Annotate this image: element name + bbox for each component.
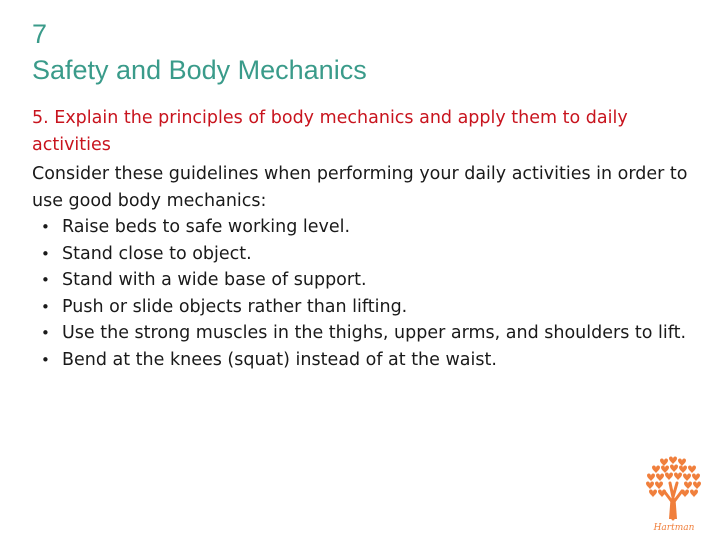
list-item (41, 241, 702, 268)
list-item-text: Push or slide objects rather than lifting. (62, 296, 408, 317)
learning-objective: 5. Explain the principles of body mechanics and apply them to daily activities (32, 108, 628, 155)
bullet-icon: • (41, 244, 50, 263)
bullet-icon: • (41, 297, 50, 316)
list-item-text: Stand close to object. (62, 243, 252, 264)
bullet-icon: • (41, 350, 50, 369)
bullet-icon: • (41, 324, 50, 342)
bullet-icon: • (41, 271, 50, 289)
list-item (41, 267, 702, 294)
hartman-logo (640, 455, 708, 533)
bullet-icon: • (41, 218, 50, 236)
list-item-text: Stand with a wide base of support. (62, 270, 367, 290)
chapter-number: 7 (32, 19, 48, 49)
list-item-text: Raise beds to safe working level. (62, 217, 351, 237)
list-item (41, 214, 702, 241)
intro-text: Consider these guidelines when performing your daily activities in order to use good body mechanics: (32, 164, 688, 211)
slide-body (32, 105, 702, 373)
list-item (41, 320, 702, 347)
logo-text: Hartman (653, 523, 695, 533)
guidelines-list (32, 214, 702, 373)
heart-tree-icon (640, 455, 708, 533)
chapter-title: Safety and Body Mechanics (32, 55, 367, 85)
list-item-text: Use the strong muscles in the thighs, upper arms, and shoulders to lift. (62, 323, 687, 343)
list-item (41, 347, 702, 374)
list-item-text: Bend at the knees (squat) instead of at the waist. (62, 349, 497, 370)
list-item (41, 294, 702, 321)
